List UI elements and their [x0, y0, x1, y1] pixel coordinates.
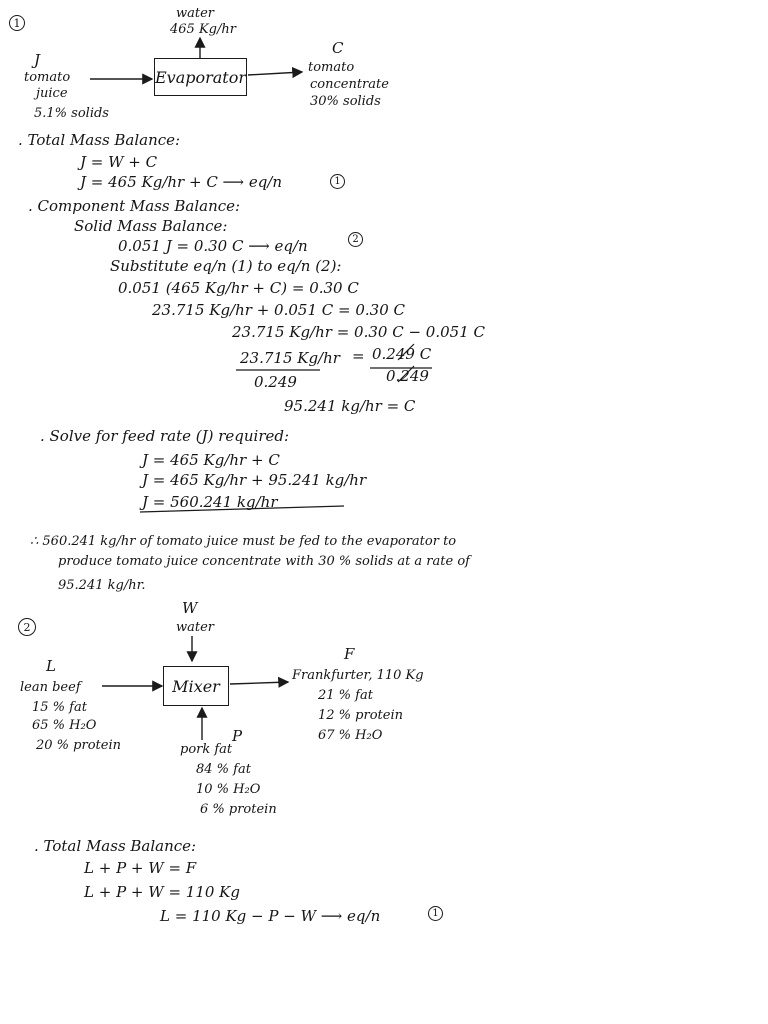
problem-2-marker: 2	[18, 618, 36, 636]
feed-letter: J	[34, 51, 41, 69]
eq-1-marker: 1	[330, 174, 345, 189]
step-5-result: 95.241 kg/hr = C	[284, 397, 416, 415]
p2-balance-eq2: L + P + W = 110 Kg	[84, 883, 240, 901]
step-4-rhs-denominator: 0.249	[386, 367, 429, 385]
lean-beef-fat: 15 % fat	[32, 700, 87, 715]
p2-balance-eq3: L = 110 Kg − P − W ⟶ eq/n	[160, 907, 381, 925]
step-4-rhs-numerator: 0.249 C	[372, 345, 432, 363]
total-balance-eq1: J = W + C	[80, 153, 158, 171]
solve-eq3-answer: J = 560.241 kg/hr	[142, 493, 278, 511]
step-4-numerator: 23.715 Kg/hr	[240, 349, 340, 367]
total-mass-balance-heading: . Total Mass Balance:	[18, 131, 181, 149]
p2-balance-eq1: L + P + W = F	[84, 859, 197, 877]
water-label: water	[176, 6, 215, 21]
step-3: 23.715 Kg/hr = 0.30 C − 0.051 C	[232, 323, 485, 341]
solve-eq2: J = 465 Kg/hr + 95.241 kg/hr	[142, 471, 367, 489]
mixer-box	[163, 666, 229, 706]
frankfurter-letter: F	[344, 645, 355, 663]
water-rate: 465 Kg/hr	[170, 22, 236, 37]
frankfurter-name: Frankfurter, 110 Kg	[292, 668, 424, 683]
water-stream-letter: W	[182, 599, 198, 617]
step-4-equals: =	[352, 347, 365, 365]
p2-total-balance-heading: . Total Mass Balance:	[34, 837, 197, 855]
feed-name-line1: tomato	[24, 70, 71, 85]
product-name-line1: tomato	[308, 60, 355, 75]
substitute-line: Substitute eq/n (1) to eq/n (2):	[110, 257, 342, 275]
product-name-line2: concentrate	[310, 77, 389, 92]
solid-balance-subheading: Solid Mass Balance:	[74, 217, 228, 235]
component-balance-heading: . Component Mass Balance:	[28, 197, 241, 215]
pork-fat-water: 10 % H₂O	[196, 782, 261, 797]
lean-beef-letter: L	[46, 657, 56, 675]
product-solids: 30% solids	[310, 94, 381, 109]
pork-fat-name: pork fat	[180, 742, 233, 757]
product-letter: C	[332, 39, 344, 57]
solve-eq1: J = 465 Kg/hr + C	[142, 451, 280, 469]
step-1: 0.051 (465 Kg/hr + C) = 0.30 C	[118, 279, 359, 297]
conclusion-line-2: produce tomato juice concentrate with 30 % solids at a rate of	[58, 554, 470, 569]
pork-fat-fat: 84 % fat	[196, 762, 251, 777]
feed-solids: 5.1% solids	[34, 106, 109, 121]
lean-beef-water: 65 % H₂O	[32, 718, 97, 733]
pork-fat-letter: P	[232, 727, 243, 745]
p2-eq-1-marker: 1	[428, 906, 443, 921]
feed-name-line2: juice	[36, 86, 68, 101]
frankfurter-water: 67 % H₂O	[318, 728, 383, 743]
step-2: 23.715 Kg/hr + 0.051 C = 0.30 C	[152, 301, 405, 319]
evaporator-label: Evaporator	[154, 67, 247, 87]
lean-beef-protein: 20 % protein	[36, 738, 121, 753]
frankfurter-fat: 21 % fat	[318, 688, 373, 703]
conclusion-line-3: 95.241 kg/hr.	[58, 578, 146, 593]
total-balance-eq2: J = 465 Kg/hr + C ⟶ eq/n	[80, 173, 283, 191]
pork-fat-protein: 6 % protein	[200, 802, 277, 817]
eq-2-marker: 2	[348, 232, 363, 247]
mixer-label: Mixer	[172, 676, 220, 696]
water-stream-label: water	[176, 620, 215, 635]
step-4-denominator: 0.249	[254, 373, 297, 391]
solve-heading: . Solve for feed rate (J) required:	[40, 427, 290, 445]
lean-beef-name: lean beef	[20, 680, 81, 695]
frankfurter-protein: 12 % protein	[318, 708, 403, 723]
problem-1-marker: 1	[9, 15, 25, 31]
component-balance-eq1: 0.051 J = 0.30 C ⟶ eq/n	[118, 237, 308, 255]
frankfurter-out-arrow	[230, 682, 288, 684]
conclusion-line-1: ∴ 560.241 kg/hr of tomato juice must be fed to the evaporator to	[30, 534, 457, 549]
product-out-arrow	[248, 72, 302, 75]
